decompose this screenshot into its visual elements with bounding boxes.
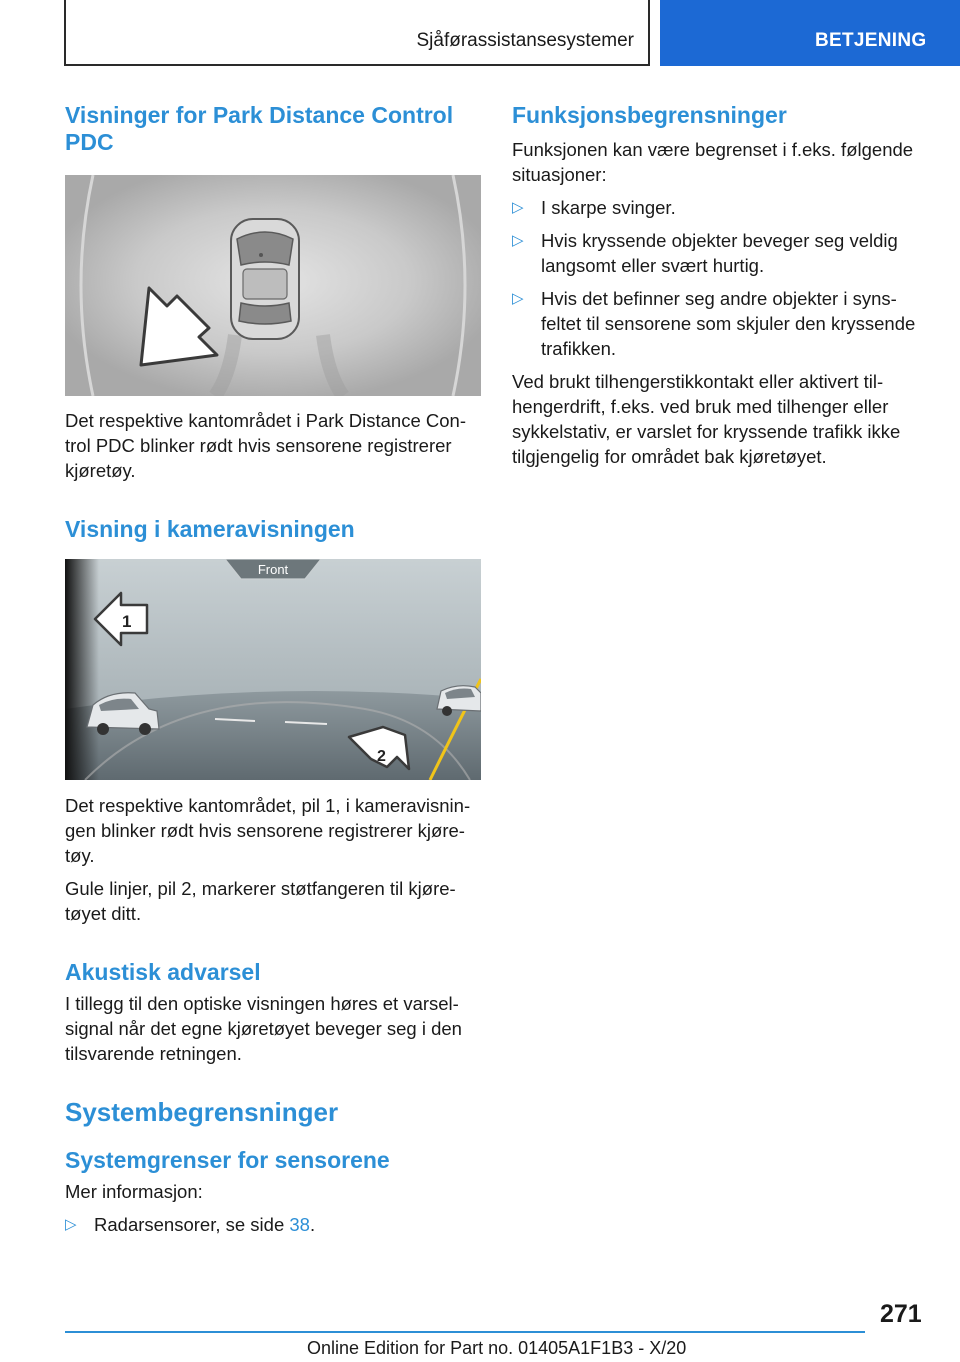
heading-sensor-limits: Systemgrenser for sensorene <box>65 1147 390 1173</box>
right-column <box>512 102 932 469</box>
paragraph-camera-2: Gule linjer, pil 2, markerer støtfangeren til kjøre-tøyet ditt. <box>65 878 456 924</box>
paragraph-acoustic: I tillegg til den optiske visningen høres et varsel-signal når det egne kjøretøyet beveger seg i den tilsvarende retningen. <box>65 993 462 1064</box>
camera-view-illustration <box>65 559 481 780</box>
paragraph-trailer: Ved brukt tilhengerstikkontakt eller aktivert til-hengerdrift, f.eks. ved bruk med tilhenger eller sykkelstativ, er varslet for kryssende trafikk ikke tilgjengelig for området bak kjøretøyet. <box>512 371 901 467</box>
header-section: BETJENING <box>815 30 927 51</box>
paragraph-pdc: Det respektive kantområdet i Park Distance Con-trol PDC blinker rødt hvis sensorene registrerer kjøretøy. <box>65 410 467 481</box>
heading-acoustic: Akustisk advarsel <box>65 959 261 985</box>
footer-divider <box>65 1331 865 1333</box>
header-section-box <box>660 0 960 66</box>
triangle-bullet-icon: ▷ <box>65 1216 77 1233</box>
front-label: Front <box>257 562 289 577</box>
footer-edition: Online Edition for Part no. 01405A1F1B3 - X/20 <box>307 1338 687 1358</box>
heading-camera: Visning i kameravisningen <box>65 516 355 542</box>
triangle-bullet-icon: ▷ <box>512 232 524 249</box>
page-link-38[interactable]: 38 <box>289 1214 310 1235</box>
list-item: ▷ Hvis kryssende objekter beveger seg veldig langsomt eller svært hurtig. <box>512 230 898 276</box>
heading-function-limits: Funksjonsbegrensninger <box>512 102 787 128</box>
paragraph-more-info: Mer informasjon: <box>65 1181 203 1202</box>
page-number: 271 <box>880 1300 922 1328</box>
paragraph-function: Funksjonen kan være begrenset i f.eks. følgende situasjoner: <box>512 139 914 185</box>
front-label-tab <box>225 559 321 579</box>
arrow-1-label: 1 <box>122 612 132 631</box>
triangle-bullet-icon: ▷ <box>512 199 524 216</box>
sensor-list <box>65 1212 481 1237</box>
car-top-view-icon <box>231 219 299 339</box>
header-chapter: Sjåførassistansesystemer <box>416 30 634 51</box>
arrow-2-label: 2 <box>377 748 386 765</box>
paragraph-camera-1: Det respektive kantområdet, pil 1, i kameravisnin-gen blinker rødt hvis sensorene registrerer kjøre-tøy. <box>65 795 471 866</box>
list-item: ▷ Hvis det befinner seg andre objekter i syns-feltet til sensorene som skjuler den kryssende trafikken. <box>512 288 916 359</box>
triangle-bullet-icon: ▷ <box>512 290 524 307</box>
left-column <box>65 102 481 1245</box>
heading-system-limits: Systembegrensninger <box>65 1097 339 1127</box>
heading-pdc: Visninger for Park Distance Control PDC <box>65 102 454 155</box>
header-chapter-box <box>64 0 650 66</box>
list-item: ▷ I skarpe svinger. <box>512 197 676 218</box>
function-limits-list <box>512 195 932 361</box>
list-item: ▷ Radarsensorer, se side 38. <box>65 1214 316 1235</box>
pdc-illustration <box>65 175 481 396</box>
